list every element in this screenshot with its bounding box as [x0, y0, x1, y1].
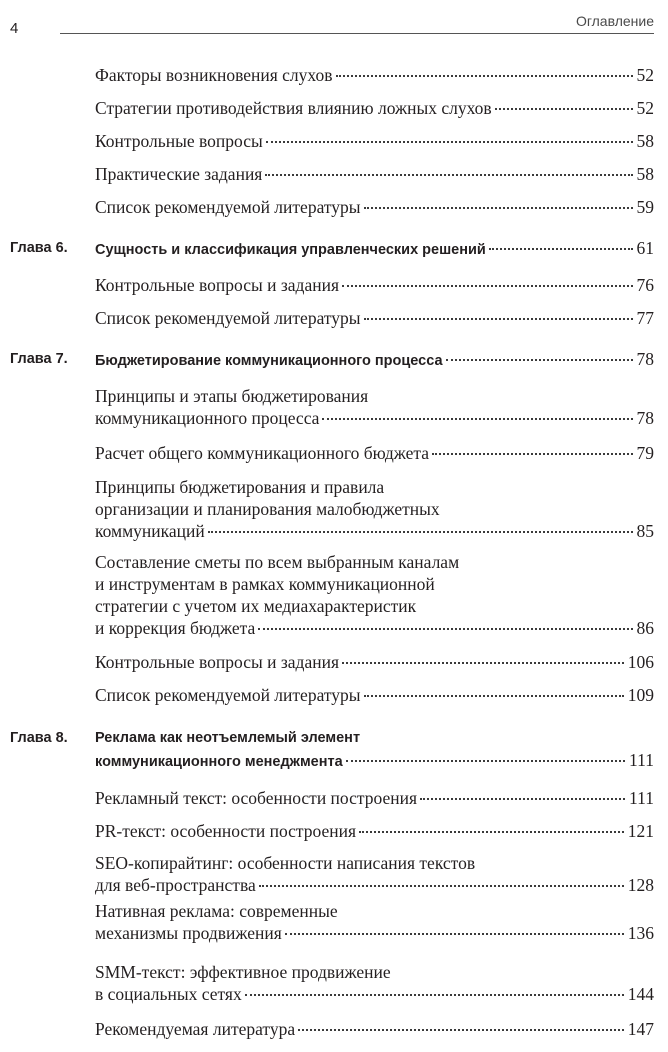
entry-last-line	[95, 983, 654, 1005]
toc-entry	[95, 787, 654, 809]
entry-title-line: коммуникационного процесса	[95, 408, 320, 428]
entry-title-line: и коррекция бюджета	[95, 618, 256, 638]
chapter-label: Глава 8.	[10, 730, 68, 746]
entry-page-number: 78	[636, 349, 654, 369]
dot-leader	[266, 140, 633, 143]
toc-entry	[95, 476, 654, 542]
entry-title-line: Список рекомендуемой литературы	[95, 197, 361, 217]
entry-last-line	[95, 874, 654, 896]
entry-title-line: Рекомендуемая литература	[95, 1019, 296, 1039]
entry-title-line: механизмы продвижения	[95, 923, 282, 943]
entry-title-line: Принципы бюджетирования и правила	[95, 477, 385, 497]
entry-page-number: 144	[627, 984, 654, 1004]
entry-page-number: 76	[636, 275, 654, 295]
entry-title-line: PR-текст: особенности построения	[95, 821, 357, 841]
entry-last-line	[95, 130, 654, 152]
dot-leader	[432, 452, 632, 455]
entry-title-line: коммуникационного менеджмента	[95, 754, 343, 770]
entry-title-line: для веб-пространства	[95, 875, 256, 895]
entry-last-line	[95, 820, 654, 842]
entry-last-line	[95, 520, 654, 542]
toc-chapter-entry	[10, 237, 654, 261]
chapter-label: Глава 7.	[10, 351, 68, 367]
page-number: 4	[10, 20, 19, 37]
entry-page-number: 121	[627, 821, 654, 841]
section-title: Оглавление	[575, 13, 654, 29]
entry-last-line	[95, 922, 654, 944]
entry-page-number: 79	[636, 443, 654, 463]
entry-page-number: 78	[636, 408, 654, 428]
toc-entry	[95, 385, 654, 429]
entry-last-line	[95, 163, 654, 185]
entry-last-line	[95, 749, 654, 773]
entry-title-line: Бюджетирование коммуникационного процесса	[95, 353, 443, 369]
toc-entry	[95, 820, 654, 842]
dot-leader	[495, 107, 633, 110]
entry-page-number: 85	[636, 521, 654, 541]
entry-page-number: 111	[629, 788, 654, 808]
entry-last-line	[95, 64, 654, 86]
dot-leader	[446, 358, 633, 361]
entry-title-line: SMM-текст: эффективное продвижение	[95, 962, 391, 982]
entry-page-number: 136	[627, 923, 654, 943]
entry-last-line	[95, 274, 654, 296]
entry-title-line: Расчет общего коммуникационного бюджета	[95, 443, 430, 463]
entry-page-number: 111	[629, 750, 654, 770]
dot-leader	[346, 759, 625, 762]
dot-leader	[342, 661, 624, 664]
entry-last-line	[95, 196, 654, 218]
entry-last-line	[95, 97, 654, 119]
entry-last-line	[95, 442, 654, 464]
entry-last-line	[95, 684, 654, 706]
entry-title-line: стратегии с учетом их медиахарактеристик	[95, 596, 417, 616]
toc-entry	[95, 97, 654, 119]
dot-leader	[245, 993, 624, 996]
toc-entry	[95, 961, 654, 1005]
toc-entry	[95, 163, 654, 185]
entry-page-number: 52	[636, 98, 654, 118]
dot-leader	[285, 932, 624, 935]
entry-page-number: 58	[636, 164, 654, 184]
dot-leader	[322, 417, 632, 420]
entry-page-number: 109	[627, 685, 654, 705]
entry-title-line: Рекламный текст: особенности построения	[95, 788, 417, 808]
toc-entry	[95, 852, 654, 896]
entry-page-number: 52	[636, 65, 654, 85]
entry-last-line	[95, 787, 654, 809]
entry-title-line: Контрольные вопросы и задания	[95, 652, 339, 672]
entry-title-line: Стратегии противодействия влиянию ложных слухов	[95, 98, 492, 118]
entry-page-number: 77	[636, 308, 654, 328]
toc-chapter-entry	[10, 727, 654, 773]
entry-page-number: 58	[636, 131, 654, 151]
toc-entry	[95, 900, 654, 944]
dot-leader	[359, 830, 624, 833]
entry-title-line: Реклама как неотъемлемый элемент	[95, 730, 361, 746]
entry-title-line: Принципы и этапы бюджетирования	[95, 386, 369, 406]
entry-last-line	[95, 651, 654, 673]
toc-entry	[95, 64, 654, 86]
entry-page-number: 86	[636, 618, 654, 638]
dot-leader	[420, 797, 625, 800]
toc-entry	[95, 274, 654, 296]
toc-entry	[95, 130, 654, 152]
dot-leader	[336, 74, 633, 77]
entry-last-line	[95, 237, 654, 261]
toc-entry	[95, 442, 654, 464]
entry-title-line: в социальных сетях	[95, 984, 242, 1004]
entry-title-line: SEO-копирайтинг: особенности написания текстов	[95, 853, 476, 873]
dot-leader	[265, 173, 632, 176]
toc-entry	[95, 1018, 654, 1040]
entry-page-number: 61	[636, 238, 654, 258]
dot-leader	[258, 627, 632, 630]
entry-title-line: организации и планирования малобюджетных	[95, 499, 440, 519]
entry-title-line: Практические задания	[95, 164, 263, 184]
entry-title-line: Контрольные вопросы и задания	[95, 275, 339, 295]
entry-page-number: 106	[627, 652, 654, 672]
dot-leader	[489, 247, 633, 250]
entry-last-line	[95, 348, 654, 372]
dot-leader	[208, 530, 633, 533]
dot-leader	[342, 284, 633, 287]
dot-leader	[364, 206, 633, 209]
toc-entry	[95, 684, 654, 706]
dot-leader	[259, 884, 624, 887]
dot-leader	[364, 317, 633, 320]
entry-page-number: 147	[627, 1019, 654, 1039]
entry-title-line: Список рекомендуемой литературы	[95, 685, 361, 705]
toc-entry	[95, 551, 654, 639]
entry-title-line: Нативная реклама: современные	[95, 901, 338, 921]
entry-last-line	[95, 407, 654, 429]
entry-last-line	[95, 617, 654, 639]
entry-title-line: Список рекомендуемой литературы	[95, 308, 361, 328]
entry-title-line: Сущность и классификация управленческих решений	[95, 242, 486, 258]
chapter-label: Глава 6.	[10, 240, 68, 256]
entry-page-number: 128	[627, 875, 654, 895]
entry-title-line: Составление сметы по всем выбранным каналам	[95, 552, 460, 572]
toc-entry	[95, 307, 654, 329]
toc-entry	[95, 651, 654, 673]
entry-title-line: Факторы возникновения слухов	[95, 65, 333, 85]
entry-title-line: коммуникаций	[95, 521, 205, 541]
entry-last-line	[95, 1018, 654, 1040]
dot-leader	[298, 1028, 624, 1031]
dot-leader	[364, 694, 624, 697]
entry-last-line	[95, 307, 654, 329]
entry-title-line: Контрольные вопросы	[95, 131, 263, 151]
entry-page-number: 59	[636, 197, 654, 217]
toc-entry	[95, 196, 654, 218]
toc-chapter-entry	[10, 348, 654, 372]
entry-title-line: и инструментам в рамках коммуникационной	[95, 574, 435, 594]
